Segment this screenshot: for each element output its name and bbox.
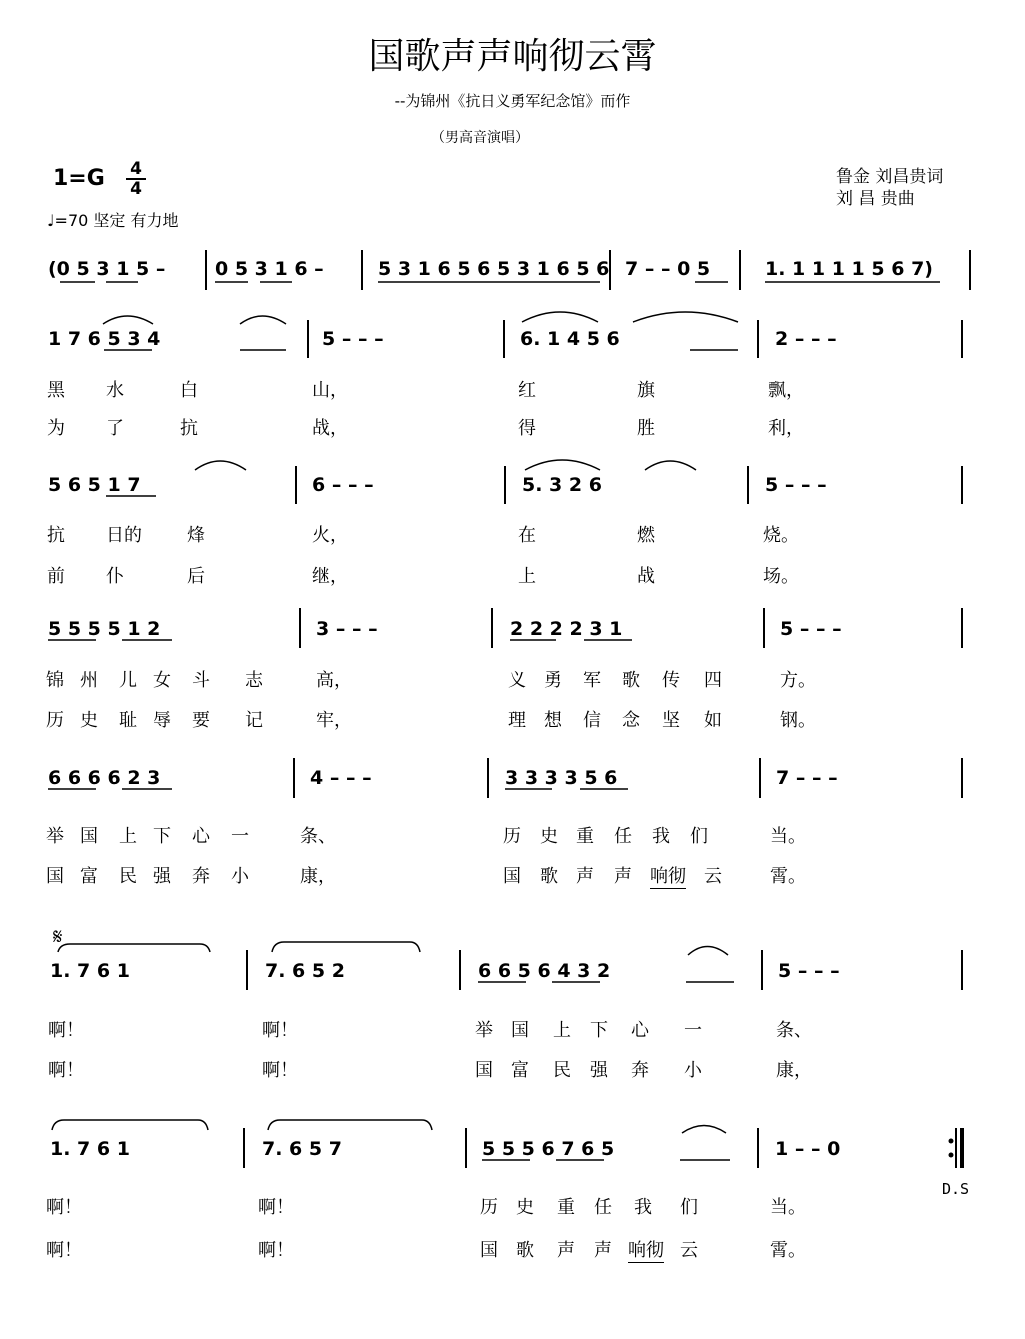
slur — [52, 1120, 208, 1130]
s5-lyric1-8: 一 — [684, 1020, 702, 1041]
s4-lyric2-10: 声 — [576, 866, 594, 887]
barlines — [206, 250, 970, 1168]
s2-lyric2-5: 上 — [518, 566, 536, 587]
s4-lyric2-8: 国 — [503, 866, 521, 887]
s3-lyric1-5: 斗 — [192, 670, 210, 691]
s3-lyric1-2: 州 — [80, 670, 98, 691]
slur — [103, 316, 153, 324]
s4-measure-1: 6 6 6 6 2 3 — [48, 767, 161, 789]
s6-lyric2-3: 国 — [480, 1240, 498, 1261]
s1-measure-4: 2 – – – — [775, 328, 837, 350]
s6-lyric1-8: 们 — [680, 1197, 698, 1218]
s3-lyric1-4: 女 — [153, 670, 171, 691]
s3-lyric1-1: 锦 — [46, 670, 64, 691]
meter-bottom: 4 — [126, 178, 146, 198]
meter-top: 4 — [130, 159, 142, 179]
s4-lyric2-4: 强 — [153, 866, 171, 887]
s2-lyric2-4: 继， — [312, 566, 348, 587]
s6-measure-1: 1. 7 6 1 — [50, 1138, 130, 1160]
s5-lyric1-2: 啊！ — [262, 1020, 298, 1041]
s2-lyric1-7: 烧。 — [763, 525, 799, 546]
s4-lyric1-4: 下 — [153, 826, 171, 847]
s6-lyric1-3: 历 — [480, 1197, 498, 1218]
s3-lyric1-10: 军 — [583, 670, 601, 691]
s5-measure-1: 1. 7 6 1 — [50, 960, 130, 982]
repeat-dot — [949, 1139, 954, 1144]
s5-lyric1-6: 下 — [590, 1020, 608, 1041]
s5-lyric2-6: 强 — [590, 1060, 608, 1081]
intro-measure-5: 1. 1 1 1 1 5 6 7) — [765, 258, 933, 280]
s3-lyric1-3: 儿 — [119, 670, 137, 691]
s6-lyric1-5: 重 — [557, 1197, 575, 1218]
intro-measure-4: 7 – – 0 5 — [625, 258, 711, 280]
slur — [525, 460, 600, 470]
s6-lyric1-9: 当。 — [770, 1197, 806, 1218]
s5-lyric1-1: 啊！ — [48, 1020, 84, 1041]
s4-lyric1-8: 历 — [503, 826, 521, 847]
s6-measure-2: 7. 6 5 7 — [262, 1138, 342, 1160]
s4-lyric2-5: 奔 — [192, 866, 210, 887]
s4-lyric2-6: 小 — [231, 866, 249, 887]
slur — [633, 312, 738, 322]
slur — [268, 1120, 432, 1130]
s2-measure-1: 5 6 5 1 7 — [48, 474, 141, 496]
s6-lyric2-1: 啊！ — [46, 1240, 82, 1261]
repeat-dot — [949, 1153, 954, 1158]
intro-measure-3: 5 3 1 6 5 6 5 3 1 6 5 6 — [378, 258, 610, 280]
s1-lyric2-1: 为 — [47, 418, 65, 439]
s1-measure-1: 1 7 6 5 3 4 — [48, 328, 161, 350]
s4-lyric2-9: 歌 — [540, 866, 558, 887]
slur — [58, 944, 210, 952]
slur — [272, 942, 420, 952]
s1-lyric2-4: 战， — [312, 418, 348, 439]
s5-lyric2-2: 啊！ — [262, 1060, 298, 1081]
s3-lyric2-13: 如 — [704, 710, 722, 731]
s5-lyric1-3: 举 — [475, 1020, 493, 1041]
s4-lyric1-9: 史 — [540, 826, 558, 847]
s4-lyric2-13: 云 — [704, 866, 722, 887]
s5-measure-3: 6 6 5 6 4 3 2 — [478, 960, 611, 982]
s6-lyric2-7: 响彻 — [628, 1236, 664, 1263]
s3-lyric2-2: 史 — [80, 710, 98, 731]
slur — [195, 461, 246, 470]
s6-lyric1-7: 我 — [634, 1197, 652, 1218]
s1-lyric1-2: 水 — [106, 380, 124, 401]
s1-lyric2-5: 得 — [518, 418, 536, 439]
s2-measure-3: 5. 3 2 6 — [522, 474, 602, 496]
performer-note: （男高音演唱） — [431, 130, 529, 146]
s3-lyric2-5: 要 — [192, 710, 210, 731]
s6-measure-3: 5 5 5 6 7 6 5 — [482, 1138, 615, 1160]
s3-lyric2-9: 想 — [544, 710, 562, 731]
s3-measure-1: 5 5 5 5 1 2 — [48, 618, 161, 640]
s4-lyric2-12: 响彻 — [650, 862, 686, 889]
s4-lyric1-10: 重 — [576, 826, 594, 847]
s5-measure-4: 5 – – – — [778, 960, 840, 982]
s2-lyric1-3: 烽 — [187, 525, 205, 546]
s5-lyric2-3: 国 — [475, 1060, 493, 1081]
slur — [645, 461, 696, 470]
s3-lyric2-12: 坚 — [662, 710, 680, 731]
s3-lyric2-7: 牢， — [316, 710, 352, 731]
s2-measure-2: 6 – – – — [312, 474, 374, 496]
slur — [688, 947, 728, 956]
s4-lyric2-11: 声 — [614, 866, 632, 887]
s6-lyric2-9: 霄。 — [770, 1240, 806, 1261]
s3-lyric2-11: 念 — [622, 710, 640, 731]
slur — [522, 312, 598, 322]
beams — [48, 282, 940, 1160]
s3-lyric2-4: 辱 — [153, 710, 171, 731]
s4-lyric1-14: 当。 — [770, 826, 806, 847]
song-title: 国歌声声响彻云霄 — [368, 36, 657, 77]
key-signature: 1=G — [53, 166, 105, 191]
s3-lyric1-11: 歌 — [622, 670, 640, 691]
s4-lyric2-3: 民 — [119, 866, 137, 887]
s3-lyric2-3: 耻 — [119, 710, 137, 731]
s4-lyric2-2: 富 — [80, 866, 98, 887]
s6-lyric1-1: 啊！ — [46, 1197, 82, 1218]
s3-lyric1-12: 传 — [662, 670, 680, 691]
s1-measure-3: 6. 1 4 5 6 — [520, 328, 620, 350]
s2-lyric2-7: 场。 — [763, 566, 799, 587]
composer-credit: 刘 昌 贵曲 — [836, 189, 915, 209]
s2-lyric2-1: 前 — [47, 566, 65, 587]
s3-measure-2: 3 – – – — [316, 618, 378, 640]
slur — [240, 316, 286, 324]
s5-lyric1-9: 条、 — [776, 1020, 812, 1041]
s3-lyric1-14: 方。 — [780, 670, 816, 691]
s5-lyric2-8: 小 — [684, 1060, 702, 1081]
s4-lyric1-5: 心 — [192, 826, 210, 847]
s3-lyric1-8: 义 — [508, 670, 526, 691]
s6-lyric2-4: 歌 — [516, 1240, 534, 1261]
s4-lyric1-13: 们 — [690, 826, 708, 847]
s6-lyric2-5: 声 — [557, 1240, 575, 1261]
s5-lyric2-5: 民 — [553, 1060, 571, 1081]
s3-lyric1-13: 四 — [704, 670, 722, 691]
s1-lyric2-2: 了 — [106, 418, 124, 439]
s4-lyric2-14: 霄。 — [770, 866, 806, 887]
s5-measure-2: 7. 6 5 2 — [265, 960, 345, 982]
s1-lyric1-1: 黑 — [47, 380, 65, 401]
s3-lyric2-8: 理 — [508, 710, 526, 731]
s3-lyric2-10: 信 — [583, 710, 601, 731]
s5-lyric1-5: 上 — [553, 1020, 571, 1041]
s6-lyric2-6: 声 — [594, 1240, 612, 1261]
s1-lyric1-4: 山， — [312, 380, 348, 401]
s6-measure-4: 1 – – 0 — [775, 1138, 841, 1160]
s5-lyric2-1: 啊！ — [48, 1060, 84, 1081]
s3-lyric2-14: 钢。 — [780, 710, 816, 731]
s4-measure-4: 7 – – – — [776, 767, 838, 789]
s4-measure-2: 4 – – – — [310, 767, 372, 789]
s2-lyric1-2: 日的 — [106, 525, 142, 546]
s2-lyric2-6: 战 — [637, 566, 655, 587]
s6-lyric1-2: 啊！ — [258, 1197, 294, 1218]
s4-lyric1-12: 我 — [652, 826, 670, 847]
s3-measure-4: 5 – – – — [780, 618, 842, 640]
s5-lyric2-4: 富 — [511, 1060, 529, 1081]
s3-lyric1-9: 勇 — [544, 670, 562, 691]
s6-lyric1-4: 史 — [516, 1197, 534, 1218]
s3-lyric2-6: 记 — [245, 710, 263, 731]
s5-lyric1-7: 心 — [631, 1020, 649, 1041]
repeat-dots — [949, 1139, 954, 1158]
s3-lyric1-7: 高， — [316, 670, 352, 691]
s4-lyric1-6: 一 — [231, 826, 249, 847]
slurs — [52, 312, 738, 1133]
s1-lyric1-5: 红 — [518, 380, 536, 401]
s4-lyric1-2: 国 — [80, 826, 98, 847]
s2-lyric1-6: 燃 — [637, 525, 655, 546]
s1-lyric2-6: 胜 — [637, 418, 655, 439]
s2-lyric1-4: 火， — [312, 525, 348, 546]
s5-lyric1-4: 国 — [511, 1020, 529, 1041]
s4-lyric2-1: 国 — [46, 866, 64, 887]
s2-lyric1-1: 抗 — [47, 525, 65, 546]
slur — [682, 1126, 726, 1134]
s1-lyric1-7: 飘， — [768, 380, 804, 401]
s4-measure-3: 3 3 3 3 5 6 — [505, 767, 618, 789]
s3-measure-3: 2 2 2 2 3 1 — [510, 618, 623, 640]
intro-measure-1: (0 5 3 1 5 – — [48, 258, 166, 280]
s1-lyric1-6: 旗 — [637, 380, 655, 401]
s1-lyric1-3: 白 — [180, 380, 198, 401]
s2-lyric2-3: 后 — [187, 566, 205, 587]
s6-lyric2-2: 啊！ — [258, 1240, 294, 1261]
s4-lyric1-11: 任 — [614, 826, 632, 847]
segno-sign: 𝄋 — [53, 925, 63, 950]
s3-lyric1-6: 志 — [245, 670, 263, 691]
s2-lyric2-2: 仆 — [106, 566, 124, 587]
s2-lyric1-5: 在 — [518, 525, 536, 546]
s1-lyric2-7: 利， — [768, 418, 804, 439]
s4-lyric1-1: 举 — [46, 826, 64, 847]
lyricist-credit: 鲁金 刘昌贵词 — [836, 167, 944, 187]
s6-lyric2-8: 云 — [680, 1240, 698, 1261]
s1-lyric2-3: 抗 — [180, 418, 198, 439]
s4-lyric1-3: 上 — [119, 826, 137, 847]
song-subtitle: --为锦州《抗日义勇军纪念馆》而作 — [394, 92, 631, 110]
tempo-marking: ♩=70 坚定 有力地 — [47, 211, 179, 230]
dal-segno-mark: D.S — [942, 1180, 970, 1198]
s3-lyric2-1: 历 — [46, 710, 64, 731]
s6-lyric1-6: 任 — [594, 1197, 612, 1218]
intro-measure-2: 0 5 3 1 6 – — [215, 258, 324, 280]
s5-lyric2-7: 奔 — [631, 1060, 649, 1081]
s1-measure-2: 5 – – – — [322, 328, 384, 350]
s4-lyric2-7: 康， — [300, 866, 336, 887]
s5-lyric2-9: 康， — [776, 1060, 812, 1081]
s4-lyric1-7: 条、 — [300, 826, 336, 847]
s2-measure-4: 5 – – – — [765, 474, 827, 496]
